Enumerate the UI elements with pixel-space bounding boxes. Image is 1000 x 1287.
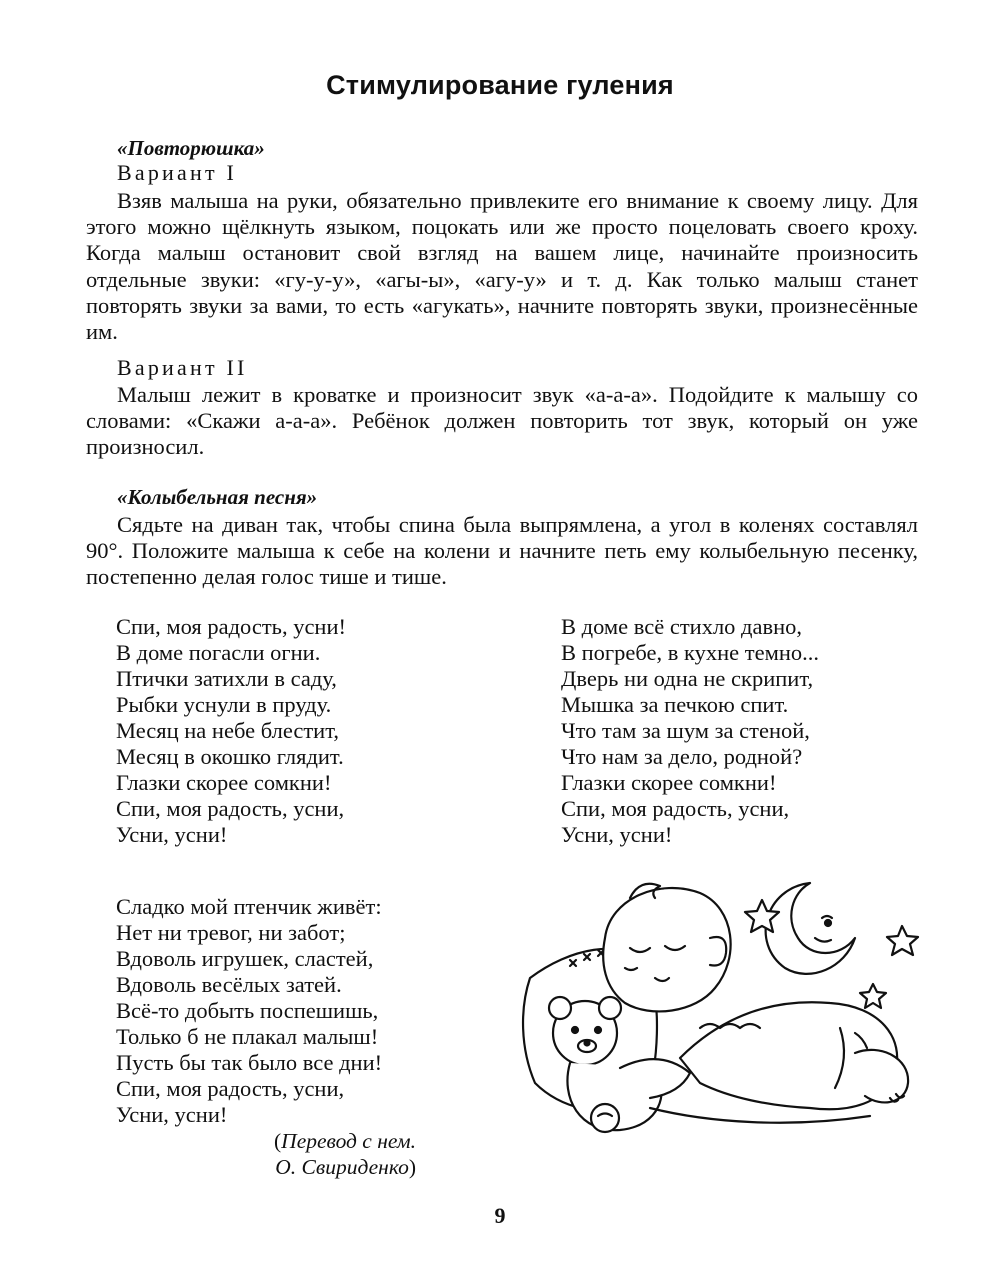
verse-line: Месяц на небе блестит, [116,718,339,743]
verse-line: Рыбки уснули в пруду. [116,692,332,717]
verse-line: Что там за шум за стеной, [561,718,810,743]
verse-line: В доме погасли огни. [116,640,321,665]
verse-line: Пусть бы так было все дни! [116,1050,383,1075]
verse-line: Спи, моя радость, усни! [116,614,347,639]
variant-2-paragraph: Малыш лежит в кроватке и произносит звук «а-а-а». Подойдите к малышу со словами: «Скажи а-а-а». Ребёнок должен повторить тот звук, который он уже произносил. [86,382,918,460]
page-number: 9 [494,1203,506,1228]
song-stanza-3 [116,894,382,1128]
verse-line: Только б не плакал малыш! [116,1024,379,1049]
verse-line: В погребе, в кухне темно... [561,640,820,665]
song-stanza-1 [116,614,346,848]
verse-line: Вдоволь весёлых затей. [116,972,342,997]
verse-line: Сладко мой птенчик живёт: [116,894,382,919]
verse-line: Усни, усни! [561,822,673,847]
moon-icon [766,883,855,974]
credit-line-2: О. Свириденко) [275,1155,416,1179]
verse-line: Усни, усни! [116,1102,228,1127]
star-icon [887,926,918,955]
verse-line: Усни, усни! [116,822,228,847]
verse-line: Дверь ни одна не скрипит, [561,666,814,691]
variant-1-label: Вариант I [117,160,237,185]
verse-line: Спи, моя радость, усни, [116,1076,345,1101]
page-title: Стимулирование гуления [326,70,674,100]
section-heading-lullaby: «Колыбельная песня» [117,485,318,509]
song-stanza-2 [561,614,819,848]
star-icon [860,984,886,1008]
verse-line: Всё-то добыть поспешишь, [116,998,379,1023]
verse-line: Вдоволь игрушек, сластей, [116,946,374,971]
verse-line: Спи, моя радость, усни, [116,796,345,821]
lullaby-instructions-paragraph: Сядьте на диван так, чтобы спина была выпрямлена, а угол в коленях составлял 90°. Положите малыша к себе на колени и начните петь ему колыбельную песенку, постепенно делая голос тише и тише. [86,512,918,590]
translation-credit [250,1128,416,1180]
variant-2-label: Вариант II [117,355,248,380]
sleeping-baby-illustration [510,868,930,1158]
verse-line: В доме всё стихло давно, [561,614,803,639]
verse-line: Нет ни тревог, ни забот; [116,920,346,945]
verse-line: Птички затихли в саду, [116,666,337,691]
verse-line: Спи, моя радость, усни, [561,796,790,821]
verse-line: Мышка за печкою спит. [561,692,789,717]
section-heading-povtoryushka: «Повторюшка» [117,136,265,160]
verse-line: Что нам за дело, родной? [561,744,803,769]
verse-line: Месяц в окошко глядит. [116,744,344,769]
verse-line: Глазки скорее сомкни! [116,770,332,795]
variant-1-paragraph: Взяв малыша на руки, обязательно привлеките его внимание к своему лицу. Для этого можно щёлкнуть языком, поцокать или же просто поцеловать своего кроху. Когда малыш остановит свой взгляд на вашем лице, начинайте произносить отдельные звуки: «гу-у-у», «агы-ы», «агу-у» и т. д. Как только малыш станет повторять звуки за вами, то есть «агукать», начните повторять звуки, произнесённые им. [86,188,918,345]
credit-line-1: (Перевод с нем. [274,1129,416,1153]
verse-line: Глазки скорее сомкни! [561,770,777,795]
